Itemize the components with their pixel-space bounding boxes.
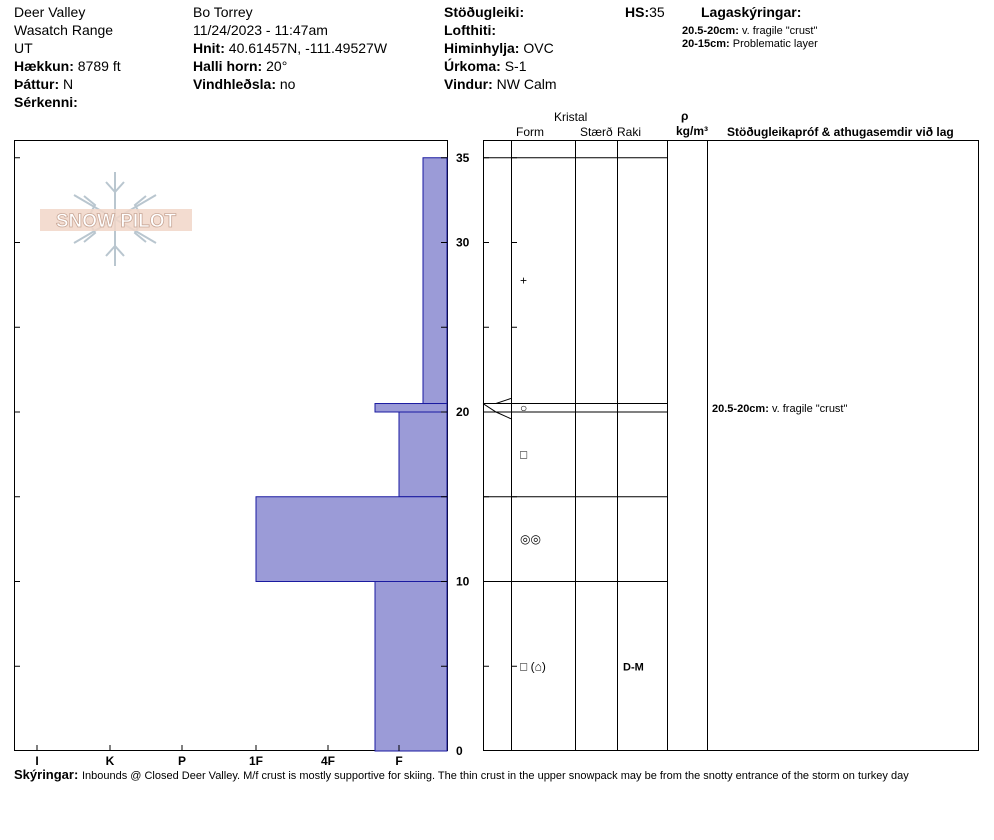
moisture-header: Raki [617,125,642,139]
observer: Bo Torrey [193,4,253,20]
density-unit-header: kg/m³ [676,124,709,138]
precip-value: S-1 [504,58,527,74]
legend-text: Problematic layer [732,38,818,50]
windload-value: no [279,76,296,92]
layer-connector [483,404,511,419]
location: Deer Valley [14,4,86,20]
wind-value: NW Calm [496,76,557,92]
hardness-tick-label: P [177,754,187,768]
range: Wasatch Range [14,22,114,38]
hardness-tick-label: 4F [320,754,336,768]
footer-label: Skýringar: [14,767,79,782]
crystal-form: □ (⌂) [520,659,546,674]
moisture-value: D-M [623,661,644,674]
crystal-form: + [520,273,528,288]
logo-text: SNOW PILOT [55,211,177,232]
footer-text: Inbounds @ Closed Deer Valley. M/f crust is mostly supportive for skiing. The thin crust in the upper snowpack may be from the snotty entrance of the storm on turkey day [81,770,909,782]
sky-label: Himinhylja: [444,40,520,56]
layer-connector [483,398,511,403]
aspect-label: Þáttur: [14,76,60,92]
hardness-bar [256,497,447,582]
crystal-form: ○ [520,400,528,415]
windload-label: Vindhleðsla: [193,76,276,92]
layer-comment [712,403,847,415]
slope-value: 20° [266,58,288,74]
y-tick-label: 20 [456,405,470,419]
layer-table-frame [484,141,979,751]
crystal-header: Kristal [554,110,588,124]
hardness-bar [423,158,447,404]
precip-label: Úrkoma: [444,58,501,74]
slope-label: Halli horn: [193,58,263,74]
hardness-tick-label: 1F [248,754,264,768]
legend-text: v. fragile "crust" [741,25,818,37]
coords-label: Hnit: [193,40,225,56]
elevation-value: 8789 ft [77,58,121,74]
hs-value: 35 [649,4,665,20]
y-tick-label: 30 [456,235,470,250]
y-tick-label: 0 [456,744,463,758]
form-header: Form [516,125,544,139]
wind-label: Vindur: [444,76,493,92]
legend-title: Lagaskýringar: [701,4,802,20]
airtemp-label: Lofthiti: [444,22,497,38]
y-tick-label: 10 [456,574,470,589]
crystal-form: □ [520,447,528,462]
comment-range: 20.5-20cm: [712,402,772,415]
datetime: 11/24/2023 - 11:47am [193,22,328,38]
size-header: Stærð [580,125,613,139]
hs-label: HS: [625,4,650,20]
footer-comments [14,766,909,785]
elevation-label: Hækkun: [14,58,74,74]
crystal-form: ◎◎ [520,532,541,547]
hardness-tick-label: I [35,754,39,768]
rho-header: ρ [681,109,689,123]
sky-value: OVC [523,40,554,56]
comment-text: v. fragile "crust" [771,402,848,415]
hardness-bar [399,412,447,497]
legend-range: 20-15cm: [682,38,730,50]
tests-header: Stöðugleikapróf & athugasemdir við lag [727,125,954,139]
coords-value: 40.61457N, -111.49527W [228,40,388,56]
hardness-tick-label: K [105,754,115,768]
state: UT [14,40,33,56]
hardness-bar [375,404,447,412]
hardness-tick-label: F [395,754,403,768]
features-label: Sérkenni: [14,94,78,110]
legend-range: 20.5-20cm: [682,25,739,37]
aspect-value: N [63,76,74,92]
hardness-bar [375,582,447,752]
y-tick-label: 35 [456,150,470,165]
stability-label: Stöðugleiki: [444,4,525,20]
